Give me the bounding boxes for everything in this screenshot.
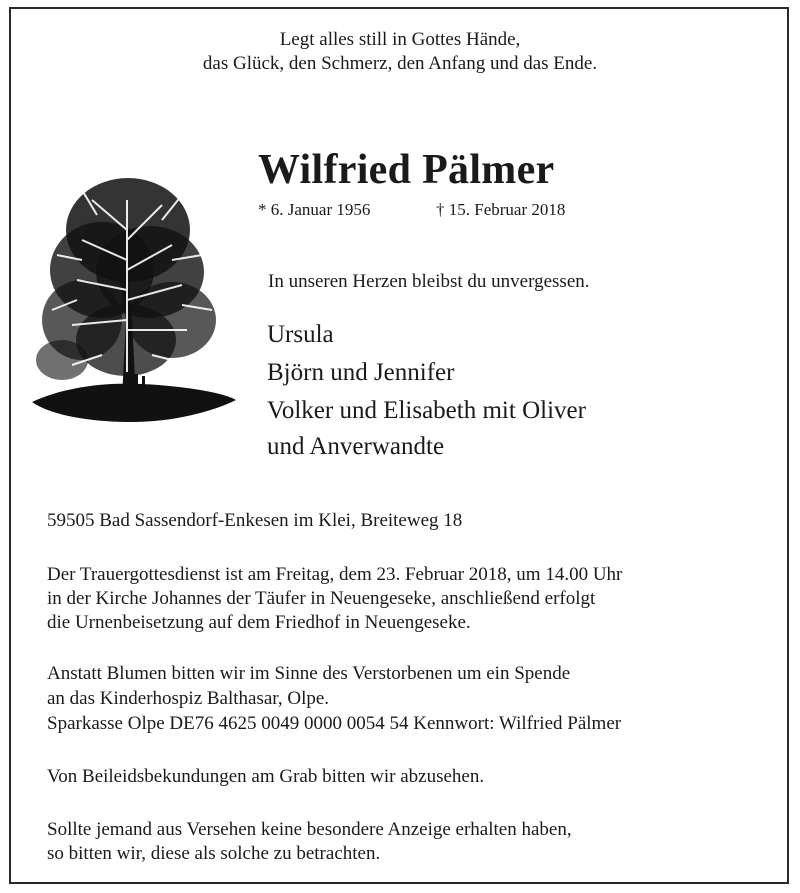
address: 59505 Bad Sassendorf-Enkesen im Klei, Breiteweg 18: [47, 510, 463, 531]
donation-line: an das Kinderhospiz Balthasar, Olpe.: [47, 688, 330, 709]
mourner-name: Volker und Elisabeth mit Oliver: [267, 397, 586, 424]
birth-date: * 6. Januar 1956: [258, 200, 371, 219]
notice-line: Sollte jemand aus Versehen keine besondere Anzeige erhalten haben,: [47, 819, 572, 840]
service-line: in der Kirche Johannes der Täufer in Neuengeseke, anschließend erfolgt: [47, 588, 596, 609]
condolence-note: Von Beileidsbekundungen am Grab bitten wir abzusehen.: [47, 766, 485, 787]
service-line: Der Trauergottesdienst ist am Freitag, dem 23. Februar 2018, um 14.00 Uhr: [47, 564, 623, 585]
death-date: † 15. Februar 2018: [436, 200, 566, 219]
deceased-name: Wilfried Pälmer: [258, 147, 555, 193]
service-line: die Urnenbeisetzung auf dem Friedhof in Neuengeseke.: [47, 612, 471, 633]
motto-line-1: Legt alles still in Gottes Hände,: [279, 29, 521, 50]
donation-line: Sparkasse Olpe DE76 4625 0049 0000 0054 54 Kennwort: Wilfried Pälmer: [47, 713, 622, 734]
mourner-name: Björn und Jennifer: [267, 359, 455, 386]
tagline: In unseren Herzen bleibst du unvergessen.: [268, 271, 590, 292]
mourner-name: Ursula: [267, 321, 334, 348]
mourner-name: und Anverwandte: [267, 433, 445, 460]
motto-line-2: das Glück, den Schmerz, den Anfang und das Ende.: [202, 53, 598, 74]
notice-line: so bitten wir, diese als solche zu betrachten.: [47, 843, 381, 864]
donation-line: Anstatt Blumen bitten wir im Sinne des Verstorbenen um ein Spende: [47, 663, 571, 684]
tree-icon: [22, 160, 240, 426]
